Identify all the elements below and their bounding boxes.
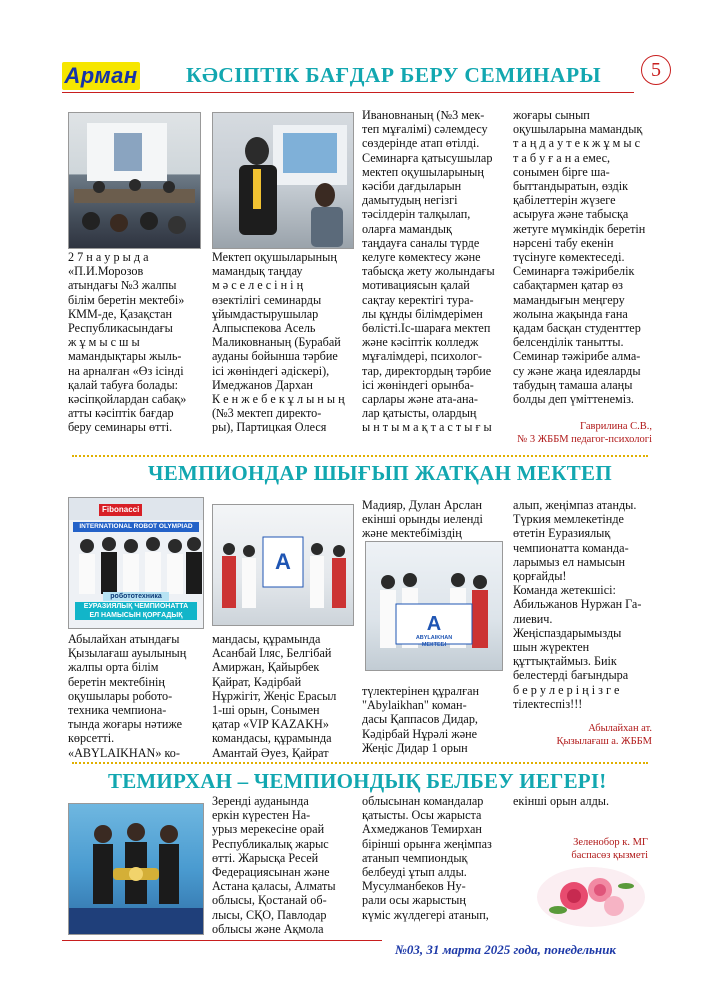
team-flag-illustration-1 — [213, 505, 353, 625]
championship-banner: ЕУРАЗИЯЛЫҚ ЧЕМПИОНАТТА ЕЛ НАМЫСЫН ҚОРҒАДЫҚ — [75, 602, 197, 620]
article1-column-3: Ивановнаның (№3 мек- теп мұғалімі) сәлемдесу сөздерінде атап өтілді. Семинарға қатысушылар мектеп оқушыларының кәсіби дағдыларын дамытудың негізгі тәсілдерін талқылап, оларға мамандық таңдауға саналы түрде келуге көмектесу және табысқа жету жолындағы мотивациясын қалай сақтау керектігі тура- лы құнды білімдерімен бөлісті.Іс-шараға мектеп және кәсіптік колледж мұғалімдері, психолог- тар, директордың тәрбие ісі жөніндегі орынба- сарлары және ата-ана- лар қатысты, олардың ы н т ы м а қ т а с т ы ғ ы — [362, 108, 495, 435]
article2-column-1: Абылайхан атындағы Қызылағаш ауылының жалпы орта білім беретін мектебінің оқушылары робото- техника чемпиона- тында жоғары нәтиже көрсетті. «ABYLAIKHAN» ко- — [68, 632, 187, 760]
article2-signature: Абылайхан ат. Қызылағаш а. ЖББМ — [556, 723, 652, 747]
team-flag-illustration-2 — [366, 542, 502, 670]
article2-column-4: алып, жеңімпаз атанды. Түркия мемлекетінде өтетін Еуразиялық чемпионатта команда- ларымыз ел намысын қорғайды! Команда жетекшісі: Абильжанов Нуржан Га- лиевич. Жеңіспаздарымызды шын жүректен құттықтаймыз. Биік белестерді бағындыра б е р у л е р і ң і з г е тілектеспіз!!! — [513, 498, 642, 711]
robotics-team-photo — [68, 497, 204, 629]
article2-column-3-top: Мадияр, Дулан Арслан екінші орынды иеленді және мектебіміздің — [362, 498, 483, 541]
masthead-rule — [62, 92, 634, 93]
robotics-label: робототехника — [103, 592, 169, 601]
section-divider-2 — [72, 762, 648, 764]
article1-column-4: жоғары сынып оқушыларына мамандық т а ң д а у т е к ж ұ м ы с т а б у ғ а н а емес, сонымен бірге ша- быттандыратын, өздік қабілеттерін жүзеге асыруға және табысқа жетуге мүмкіндік беретін нәрсені табу екенін түсінуге көмектеседі. Семинарға тәжірибелік сабақтармен қатар өз мамандығын меңгеру жолына жақында ғана қадам басқан студенттер белсенділік танытты. Семинар тәжірибе алма- су және жаңа идеяларды табудың тамаша алаңы болды деп үміттенеміз. — [513, 108, 646, 407]
flag-text: ABYLAIKHAN МЕКТЕБІ — [415, 635, 453, 648]
newspaper-logo: Арман — [62, 62, 140, 90]
seminar-photo-presenter — [212, 112, 354, 249]
flower-icon — [536, 866, 646, 928]
article2-column-3-bottom: түлектерінен құралған "Abylaikhan" коман- дасы Қаппасов Дидар, Кәдірбай Нұрәлі және Жеңіс Дидар 1 орын — [362, 684, 480, 755]
article1-signature: Гаврилина С.В., № 3 ЖББМ педагог-психологі — [517, 421, 652, 445]
article3-column-2: Зеренді ауданында еркін күрестен На- урыз мерекесіне орай Республикалық жарыс өтті. Жарысқа Ресей Федерациясынан және Астана қаласы, Алматы облысы, Қостанай об- лысы, СҚО, Павлодар облысы және Ақмола — [212, 794, 336, 936]
presenter-illustration — [213, 113, 353, 248]
footer-rule — [62, 940, 382, 941]
article1-column-1: 2 7 н а у р ы д а «П.И.Морозов атындағы №3 жалпы білім беретін мектебі» КММ-де, Қазақстан Республикасындағы ж ұ м ы с ш ы мамандықтары жыль- на арналған «Өз ісінді қалай табуға болады: кәсіпқойлардан сабақ» атты кәсіптік бағдар беру семинары өтті. — [68, 250, 187, 435]
article1-column-2: Мектеп оқушыларының мамандық таңдау м ә с е л е с і н і ң өзектілігі семинарды ұйымдастырушылар Алпыспекова Асель Маликовнаның (Бурабай ауданы бойынша тәрбие ісі жөніндегі әдіскері), Имеджанов Дархан К е н ж е б е к ұ л ы н ы ң (№3 мектеп директо- ры), Партицкая Олеся — [212, 250, 345, 435]
issue-footer: №03, 31 марта 2025 года, понедельник — [395, 942, 617, 957]
wrestlers-illustration — [69, 804, 203, 934]
sponsor-brand: Fibonacci — [99, 504, 142, 516]
audience-illustration — [69, 113, 200, 248]
article1-title: КӘСІПТІК БАҒДАР БЕРУ СЕМИНАРЫ — [186, 63, 602, 87]
article3-column-3: облысынан командалар қатысты. Осы жарыста Ахмеджанов Темирхан бірінші орынға жеңімпаз атанып чемпиондық белбеуді ұтып алды. Мусулманбеков Ну- рали осы жарыстың күміс жүлдегері атанып, — [362, 794, 492, 922]
wrestling-champions-photo — [68, 803, 204, 935]
team-flag-photo-2 — [365, 541, 503, 671]
article2-column-2: мандасы, құрамында Асанбай Іляс, Белгібай Амиржан, Қайырбек Қайрат, Кәдірбай Нұржігіт, Жеңіс Ерасыл 1-ші орын, Сонымен қатар «VIP KAZAKH» командасы, құрамында Амантай Әуез, Қайрат — [212, 632, 337, 760]
team-flag-photo-1 — [212, 504, 354, 626]
section-divider-1 — [72, 455, 648, 457]
svg-text:A: A — [426, 613, 442, 635]
article3-signature: Зеленобор к. МГ баспасөз қызметі — [571, 837, 648, 861]
seminar-photo-audience — [68, 112, 201, 249]
team-members-illustration — [69, 532, 203, 594]
article3-column-4: екінші орын алды. — [513, 794, 610, 808]
flower-decoration — [536, 866, 646, 928]
olympiad-banner: INTERNATIONAL ROBOT OLYMPIAD — [73, 522, 199, 532]
page-number: 5 — [641, 55, 671, 85]
article3-title: ТЕМИРХАН – ЧЕМПИОНДЫҚ БЕЛБЕУ ИЕГЕРІ! — [108, 769, 607, 793]
svg-text:A: A — [275, 549, 291, 574]
article2-title: ЧЕМПИОНДАР ШЫҒЫП ЖАТҚАН МЕКТЕП — [148, 461, 612, 485]
